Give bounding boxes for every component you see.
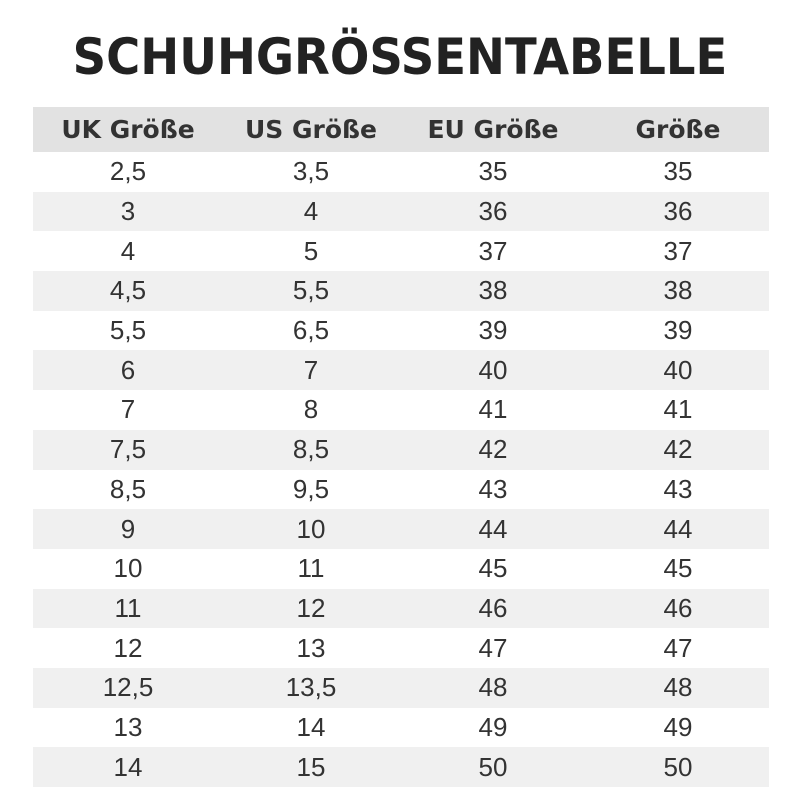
table-row xyxy=(33,231,769,271)
table-row xyxy=(33,509,769,549)
uk-size-cell: 4 xyxy=(120,235,136,266)
size-table xyxy=(33,107,769,787)
size-cell: 41 xyxy=(663,394,693,425)
table-body xyxy=(33,152,769,787)
header-uk-size: UK Größe xyxy=(61,115,195,144)
table-row xyxy=(33,192,769,232)
uk-size-cell: 7 xyxy=(120,394,136,425)
eu-size-cell: 50 xyxy=(478,751,508,782)
uk-size-cell: 12,5 xyxy=(102,672,154,703)
eu-size-cell: 39 xyxy=(478,315,508,346)
size-cell: 45 xyxy=(663,553,693,584)
eu-size-cell: 41 xyxy=(478,394,508,425)
size-cell: 49 xyxy=(663,711,693,742)
size-cell: 39 xyxy=(663,315,693,346)
uk-size-cell: 11 xyxy=(114,592,142,623)
eu-size-cell: 49 xyxy=(478,711,508,742)
eu-size-cell: 37 xyxy=(478,235,508,266)
eu-size-cell: 48 xyxy=(478,672,508,703)
us-size-cell: 8 xyxy=(303,394,319,425)
table-row xyxy=(33,311,769,351)
size-cell: 37 xyxy=(663,235,693,266)
uk-size-cell: 4,5 xyxy=(109,275,147,306)
us-size-cell: 3,5 xyxy=(292,156,330,187)
table-row xyxy=(33,747,769,787)
eu-size-cell: 47 xyxy=(478,632,508,663)
eu-size-cell: 43 xyxy=(478,473,508,504)
size-cell: 38 xyxy=(663,275,693,306)
uk-size-cell: 3 xyxy=(120,196,136,227)
eu-size-cell: 42 xyxy=(478,434,508,465)
uk-size-cell: 12 xyxy=(113,632,143,663)
us-size-cell: 10 xyxy=(296,513,326,544)
size-cell: 43 xyxy=(663,473,693,504)
us-size-cell: 13,5 xyxy=(285,672,337,703)
uk-size-cell: 14 xyxy=(113,751,143,782)
uk-size-cell: 8,5 xyxy=(109,473,147,504)
table-row xyxy=(33,271,769,311)
header-eu-size: EU Größe xyxy=(427,115,559,144)
eu-size-cell: 46 xyxy=(478,592,508,623)
table-row xyxy=(33,589,769,629)
us-size-cell: 14 xyxy=(296,711,326,742)
table-row xyxy=(33,390,769,430)
table-row xyxy=(33,549,769,589)
size-cell: 36 xyxy=(663,196,693,227)
uk-size-cell: 13 xyxy=(113,711,143,742)
size-cell: 48 xyxy=(663,672,693,703)
us-size-cell: 9,5 xyxy=(292,473,330,504)
table-row xyxy=(33,350,769,390)
us-size-cell: 5,5 xyxy=(292,275,330,306)
size-cell: 50 xyxy=(663,751,693,782)
us-size-cell: 11 xyxy=(297,553,325,584)
eu-size-cell: 40 xyxy=(478,354,508,385)
uk-size-cell: 9 xyxy=(120,513,136,544)
eu-size-cell: 44 xyxy=(478,513,508,544)
size-cell: 40 xyxy=(663,354,693,385)
uk-size-cell: 2,5 xyxy=(109,156,147,187)
table-row xyxy=(33,152,769,192)
eu-size-cell: 38 xyxy=(478,275,508,306)
uk-size-cell: 7,5 xyxy=(109,434,147,465)
header-size: Größe xyxy=(635,115,721,144)
size-cell: 35 xyxy=(663,156,693,187)
uk-size-cell: 5,5 xyxy=(109,315,147,346)
us-size-cell: 15 xyxy=(296,751,326,782)
us-size-cell: 7 xyxy=(303,354,319,385)
us-size-cell: 8,5 xyxy=(292,434,330,465)
table-row xyxy=(33,668,769,708)
eu-size-cell: 35 xyxy=(478,156,508,187)
uk-size-cell: 10 xyxy=(113,553,143,584)
table-row xyxy=(33,430,769,470)
header-us-size: US Größe xyxy=(245,115,377,144)
table-row xyxy=(33,470,769,510)
us-size-cell: 4 xyxy=(303,196,319,227)
us-size-cell: 13 xyxy=(296,632,326,663)
uk-size-cell: 6 xyxy=(120,354,136,385)
us-size-cell: 6,5 xyxy=(292,315,330,346)
eu-size-cell: 45 xyxy=(478,553,508,584)
eu-size-cell: 36 xyxy=(478,196,508,227)
table-row xyxy=(33,628,769,668)
size-cell: 44 xyxy=(663,513,693,544)
size-cell: 47 xyxy=(663,632,693,663)
us-size-cell: 12 xyxy=(296,592,326,623)
us-size-cell: 5 xyxy=(303,235,319,266)
table-row xyxy=(33,708,769,748)
page-title: SCHUHGRÖSSENTABELLE xyxy=(72,28,728,86)
table-header-row xyxy=(33,107,769,152)
size-cell: 46 xyxy=(663,592,693,623)
size-cell: 42 xyxy=(663,434,693,465)
